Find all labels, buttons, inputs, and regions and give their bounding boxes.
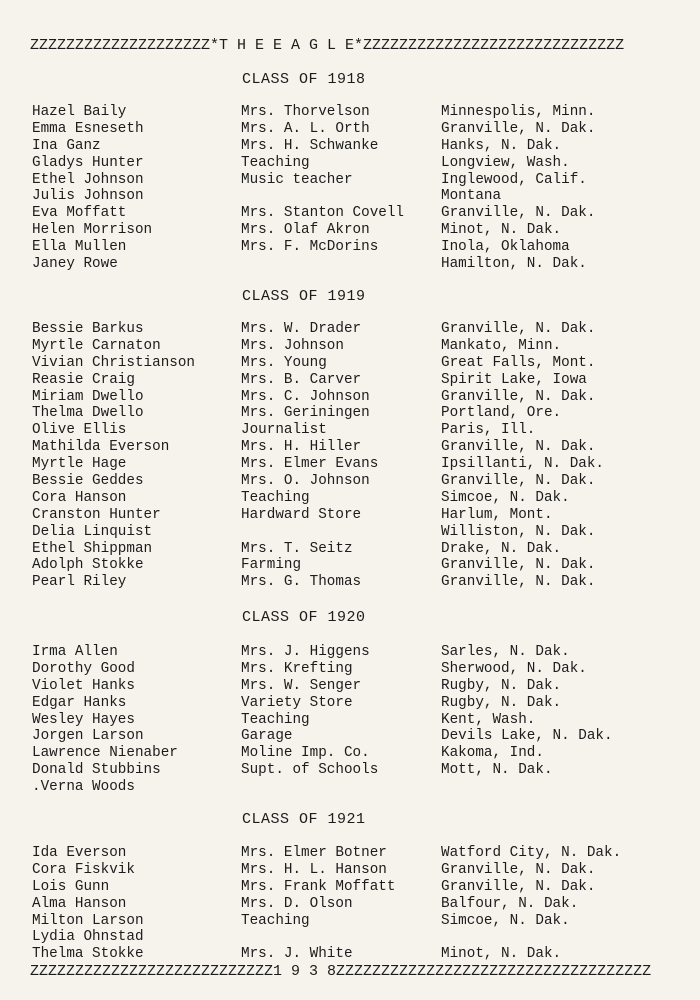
alumni-name: Thelma Stokke: [32, 946, 144, 963]
alumni-location: Hanks, N. Dak.: [441, 137, 562, 154]
alumni-name: Myrtle Carnaton: [32, 337, 161, 354]
alumni-location: Montana: [441, 188, 502, 205]
alumni-row: [0, 256, 700, 273]
alumni-name: Bessie Geddes: [32, 473, 144, 490]
class-1921-list: [0, 845, 700, 963]
alumni-row: [0, 422, 700, 439]
class-1918-list: [0, 104, 700, 273]
alumni-row: [0, 121, 700, 138]
alumni-row: [0, 372, 700, 389]
alumni-occupation: Mrs. G. Thomas: [241, 574, 362, 591]
alumni-location: Paris, Ill.: [441, 422, 536, 439]
alumni-name: Helen Morrison: [32, 222, 153, 239]
alumni-name: Emma Esneseth: [32, 120, 144, 137]
alumni-row: [0, 644, 700, 661]
alumni-name: Alma Hanson: [32, 895, 127, 912]
alumni-row: [0, 695, 700, 712]
alumni-location: Great Falls, Mont.: [441, 354, 596, 371]
alumni-name: Julis Johnson: [32, 188, 144, 205]
alumni-occupation: Teaching: [241, 154, 310, 171]
alumni-row: [0, 557, 700, 574]
alumni-occupation: Mrs. W. Senger: [241, 677, 362, 694]
alumni-name: Janey Rowe: [32, 256, 118, 273]
alumni-name: Edgar Hanks: [32, 694, 127, 711]
alumni-location: Longview, Wash.: [441, 154, 570, 171]
alumni-location: Rugby, N. Dak.: [441, 694, 562, 711]
class-heading: CLASS OF 1918: [242, 71, 366, 88]
alumni-name: Ethel Johnson: [32, 171, 144, 188]
alumni-location: Inglewood, Calif.: [441, 171, 587, 188]
alumni-name: Ella Mullen: [32, 239, 127, 256]
alumni-location: Granville, N. Dak.: [441, 388, 596, 405]
alumni-occupation: Mrs. Olaf Akron: [241, 222, 370, 239]
alumni-row: [0, 405, 700, 422]
alumni-row: [0, 862, 700, 879]
alumni-name: Donald Stubbins: [32, 762, 161, 779]
alumni-occupation: Teaching: [241, 711, 310, 728]
alumni-location: Sarles, N. Dak.: [441, 644, 570, 660]
alumni-location: Williston, N. Dak.: [441, 523, 596, 540]
alumni-location: Granville, N. Dak.: [441, 321, 596, 337]
alumni-occupation: Mrs. Thorvelson: [241, 104, 370, 120]
alumni-location: Kent, Wash.: [441, 711, 536, 728]
alumni-occupation: Mrs. B. Carver: [241, 371, 362, 388]
alumni-name: Olive Ellis: [32, 422, 127, 439]
alumni-occupation: Mrs. Johnson: [241, 337, 344, 354]
alumni-row: [0, 104, 700, 121]
alumni-occupation: Mrs. Geriningen: [241, 405, 370, 422]
alumni-location: Mankato, Minn.: [441, 337, 562, 354]
class-1919-list: [0, 321, 700, 591]
alumni-location: Kakoma, Ind.: [441, 745, 544, 762]
class-heading: CLASS OF 1921: [242, 811, 366, 828]
alumni-name: Bessie Barkus: [32, 321, 144, 337]
class-heading: CLASS OF 1919: [242, 288, 366, 305]
alumni-name: Reasie Craig: [32, 371, 135, 388]
alumni-location: Sherwood, N. Dak.: [441, 660, 587, 677]
alumni-row: [0, 456, 700, 473]
alumni-location: Minot, N. Dak.: [441, 946, 562, 963]
alumni-occupation: Mrs. Krefting: [241, 660, 353, 677]
alumni-location: Rugby, N. Dak.: [441, 677, 562, 694]
alumni-location: Ipsillanti, N. Dak.: [441, 456, 605, 473]
alumni-name: Wesley Hayes: [32, 711, 135, 728]
alumni-location: Harlum, Mont.: [441, 506, 553, 523]
alumni-occupation: Mrs. H. L. Hanson: [241, 861, 387, 878]
alumni-occupation: Garage: [241, 728, 293, 745]
alumni-row: [0, 239, 700, 256]
alumni-row: [0, 762, 700, 779]
alumni-occupation: Mrs. J. White: [241, 946, 353, 963]
alumni-location: Granville, N. Dak.: [441, 574, 596, 591]
page-header-banner: ZZZZZZZZZZZZZZZZZZZZ*T H E E A G L E*ZZZZZZZZZZZZZZZZZZZZZZZZZZZZZ: [30, 37, 625, 54]
alumni-location: Granville, N. Dak.: [441, 473, 596, 490]
alumni-row: [0, 338, 700, 355]
alumni-location: Mott, N. Dak.: [441, 762, 553, 779]
alumni-row: [0, 138, 700, 155]
alumni-name: Jorgen Larson: [32, 728, 144, 745]
alumni-row: [0, 172, 700, 189]
alumni-location: Drake, N. Dak.: [441, 540, 562, 557]
alumni-location: Granville, N. Dak.: [441, 205, 596, 222]
alumni-location: Minot, N. Dak.: [441, 222, 562, 239]
alumni-name: Dorothy Good: [32, 660, 135, 677]
alumni-occupation: Music teacher: [241, 171, 353, 188]
alumni-location: Balfour, N. Dak.: [441, 895, 579, 912]
alumni-location: Portland, Ore.: [441, 405, 562, 422]
alumni-row: [0, 355, 700, 372]
alumni-location: Granville, N. Dak.: [441, 557, 596, 574]
alumni-name: Lydia Ohnstad: [32, 929, 144, 946]
alumni-occupation: Mrs. T. Seitz: [241, 540, 353, 557]
alumni-row: [0, 541, 700, 558]
alumni-row: [0, 205, 700, 222]
alumni-row: [0, 728, 700, 745]
alumni-occupation: Mrs. Frank Moffatt: [241, 878, 396, 895]
alumni-row: [0, 913, 700, 930]
alumni-location: Granville, N. Dak.: [441, 120, 596, 137]
alumni-name: Adolph Stokke: [32, 557, 144, 574]
alumni-row: [0, 745, 700, 762]
alumni-occupation: Hardward Store: [241, 506, 362, 523]
alumni-name: Myrtle Hage: [32, 456, 127, 473]
alumni-name: Hazel Baily: [32, 104, 127, 120]
alumni-row: [0, 712, 700, 729]
alumni-row: [0, 155, 700, 172]
alumni-occupation: Mrs. O. Johnson: [241, 473, 370, 490]
alumni-occupation: Mrs. C. Johnson: [241, 388, 370, 405]
alumni-name: .Verna Woods: [32, 779, 135, 796]
alumni-name: Gladys Hunter: [32, 154, 144, 171]
alumni-row: [0, 845, 700, 862]
alumni-occupation: Mrs. H. Hiller: [241, 439, 362, 456]
alumni-occupation: Teaching: [241, 489, 310, 506]
alumni-location: Hamilton, N. Dak.: [441, 256, 587, 273]
alumni-name: Irma Allen: [32, 644, 118, 660]
alumni-name: Cora Fiskvik: [32, 861, 135, 878]
alumni-row: [0, 188, 700, 205]
alumni-row: [0, 661, 700, 678]
alumni-occupation: Mrs. W. Drader: [241, 321, 362, 337]
alumni-location: Granville, N. Dak.: [441, 439, 596, 456]
alumni-row: [0, 490, 700, 507]
alumni-location: Simcoe, N. Dak.: [441, 912, 570, 929]
alumni-name: Pearl Riley: [32, 574, 127, 591]
alumni-occupation: Farming: [241, 557, 302, 574]
alumni-location: Minnespolis, Minn.: [441, 104, 596, 120]
alumni-location: Devils Lake, N. Dak.: [441, 728, 613, 745]
class-1920-list: [0, 644, 700, 796]
alumni-occupation: Mrs. H. Schwanke: [241, 137, 379, 154]
alumni-row: [0, 524, 700, 541]
alumni-occupation: Moline Imp. Co.: [241, 745, 370, 762]
alumni-row: [0, 507, 700, 524]
alumni-row: [0, 779, 700, 796]
alumni-name: Lois Gunn: [32, 878, 110, 895]
alumni-occupation: Mrs. Elmer Botner: [241, 845, 387, 861]
alumni-row: [0, 929, 700, 946]
alumni-location: Watford City, N. Dak.: [441, 845, 622, 861]
alumni-row: [0, 389, 700, 406]
alumni-location: Granville, N. Dak.: [441, 861, 596, 878]
alumni-name: Lawrence Nienaber: [32, 745, 178, 762]
class-heading: CLASS OF 1920: [242, 609, 366, 626]
alumni-occupation: Mrs. Stanton Covell: [241, 205, 405, 222]
alumni-occupation: Mrs. J. Higgens: [241, 644, 370, 660]
alumni-name: Ina Ganz: [32, 137, 101, 154]
alumni-location: Granville, N. Dak.: [441, 878, 596, 895]
alumni-occupation: Journalist: [241, 422, 327, 439]
alumni-occupation: Mrs. D. Olson: [241, 895, 353, 912]
alumni-location: Inola, Oklahoma: [441, 239, 570, 256]
alumni-row: [0, 473, 700, 490]
alumni-location: Simcoe, N. Dak.: [441, 489, 570, 506]
alumni-row: [0, 879, 700, 896]
alumni-name: Eva Moffatt: [32, 205, 127, 222]
alumni-occupation: Mrs. F. McDorins: [241, 239, 379, 256]
alumni-name: Vivian Christianson: [32, 354, 196, 371]
alumni-row: [0, 222, 700, 239]
alumni-row: [0, 574, 700, 591]
alumni-name: Ida Everson: [32, 845, 127, 861]
alumni-occupation: Teaching: [241, 912, 310, 929]
alumni-occupation: Supt. of Schools: [241, 762, 379, 779]
alumni-name: Ethel Shippman: [32, 540, 153, 557]
alumni-name: Delia Linquist: [32, 523, 153, 540]
alumni-occupation: Mrs. Elmer Evans: [241, 456, 379, 473]
alumni-row: [0, 678, 700, 695]
alumni-occupation: Mrs. A. L. Orth: [241, 120, 370, 137]
alumni-occupation: Mrs. Young: [241, 354, 327, 371]
alumni-name: Cranston Hunter: [32, 506, 161, 523]
alumni-name: Thelma Dwello: [32, 405, 144, 422]
alumni-location: Spirit Lake, Iowa: [441, 371, 587, 388]
alumni-name: Milton Larson: [32, 912, 144, 929]
page-footer-banner: ZZZZZZZZZZZZZZZZZZZZZZZZZZZ1 9 3 8ZZZZZZZZZZZZZZZZZZZZZZZZZZZZZZZZZZZ: [30, 963, 652, 980]
alumni-occupation: Variety Store: [241, 694, 353, 711]
alumni-row: [0, 321, 700, 338]
alumni-row: [0, 439, 700, 456]
alumni-name: Cora Hanson: [32, 489, 127, 506]
alumni-name: Violet Hanks: [32, 677, 135, 694]
alumni-name: Miriam Dwello: [32, 388, 144, 405]
alumni-name: Mathilda Everson: [32, 439, 170, 456]
alumni-row: [0, 896, 700, 913]
